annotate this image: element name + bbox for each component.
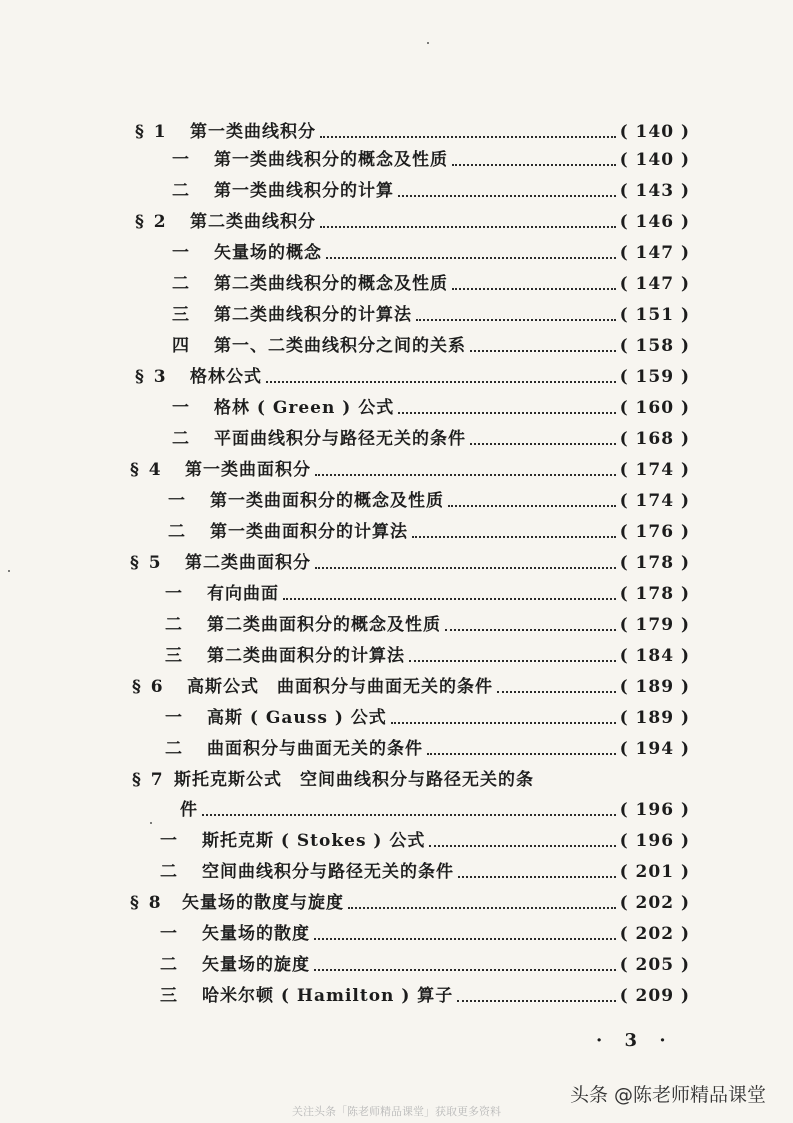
toc-page: ( 174 ): [619, 491, 690, 511]
toc-page: ( 158 ): [619, 336, 690, 356]
dot-leader: [452, 164, 616, 166]
toc-number: 二: [165, 739, 184, 759]
toc-title: 平面曲线积分与路径无关的条件: [214, 429, 466, 449]
toc-title: 第一类曲面积分: [185, 460, 311, 480]
dot-leader: [497, 691, 616, 693]
dot-leader: [314, 938, 616, 940]
toc-page: ( 189 ): [619, 708, 690, 728]
toc-title: 第二类曲线积分: [190, 212, 316, 232]
toc-title: 斯托克斯 ( Stokes ) 公式: [202, 831, 426, 851]
dot-leader: [320, 136, 616, 138]
toc-number: 二: [172, 429, 191, 449]
toc-page: ( 143 ): [619, 181, 690, 201]
toc-title: 件: [180, 800, 198, 820]
toc-entry: [172, 426, 690, 452]
toc-number: § 1: [135, 122, 168, 142]
dot-leader: [398, 412, 615, 414]
toc-number: 一: [160, 924, 179, 944]
toc-entry: [160, 859, 690, 885]
toc-title: 第二类曲线积分的概念及性质: [214, 274, 448, 294]
toc-number: 二: [172, 181, 191, 201]
toc-entry-continuation: [180, 797, 690, 823]
toc-number: § 5: [130, 553, 163, 573]
toc-title: 有向曲面: [207, 584, 279, 604]
toc-title: 空间曲线积分与路径无关的条件: [202, 862, 454, 882]
toc-entry: [165, 612, 690, 638]
toc-page: ( 160 ): [619, 398, 690, 418]
dot-leader: [348, 907, 616, 909]
dot-leader: [398, 195, 616, 197]
toc-number: 一: [165, 708, 184, 728]
toc-title: 矢量场的散度: [202, 924, 310, 944]
toc-title: 第一类曲面积分的计算法: [210, 522, 408, 542]
toc-section-7: [132, 767, 612, 793]
dot-leader: [445, 629, 616, 631]
toc-page: ( 201 ): [619, 862, 690, 882]
toc-entry: [165, 705, 690, 731]
toc-number: 三: [165, 646, 184, 666]
dot-leader: [452, 288, 616, 290]
scan-speck: [427, 42, 429, 44]
toc-title: 第一类曲线积分: [190, 122, 316, 142]
dot-leader: [202, 814, 616, 816]
dot-leader: [412, 536, 616, 538]
toc-number: § 7: [132, 770, 165, 790]
toc-number: 二: [160, 955, 179, 975]
toc-page: ( 202 ): [619, 924, 690, 944]
toc-entry: [172, 178, 690, 204]
toc-page: ( 189 ): [619, 677, 690, 697]
toc-entry: [172, 395, 690, 421]
toc-number: § 4: [130, 460, 163, 480]
toc-page: ( 202 ): [619, 893, 690, 913]
toc-title: 矢量场的散度与旋度: [182, 893, 344, 913]
dot-leader: [326, 257, 616, 259]
toc-title: 高斯公式 曲面积分与曲面无关的条件: [187, 677, 493, 697]
toc-number: 一: [172, 398, 191, 418]
dot-leader: [448, 505, 616, 507]
toc-entry: [172, 240, 690, 266]
dot-leader: [427, 753, 616, 755]
toc-page: ( 140 ): [619, 150, 690, 170]
toc-section-8: [130, 890, 690, 916]
dot-leader: [315, 567, 616, 569]
toc-entry: [165, 643, 690, 669]
toc-section-5: [130, 550, 690, 576]
toc-page: ( 196 ): [619, 831, 690, 851]
toc-entry: [172, 271, 690, 297]
toc-number: 一: [160, 831, 179, 851]
toc-number: 一: [165, 584, 184, 604]
toc-number: 四: [172, 336, 191, 356]
toc-page: ( 178 ): [619, 553, 690, 573]
toc-number: § 3: [135, 367, 168, 387]
dot-leader: [409, 660, 616, 662]
dot-leader: [266, 381, 616, 383]
toc-page: ( 194 ): [619, 739, 690, 759]
toc-section-6: [132, 674, 690, 700]
toc-title: 高斯 ( Gauss ) 公式: [207, 708, 387, 728]
dot-leader: [283, 598, 616, 600]
footer-text: 关注头条「陈老师精品课堂」获取更多资料: [292, 1105, 501, 1118]
toc-title: 第二类曲面积分的概念及性质: [207, 615, 441, 635]
toc-title: 第一类曲面积分的概念及性质: [210, 491, 444, 511]
toc-page: ( 179 ): [619, 615, 690, 635]
toc-entry: [168, 519, 690, 545]
toc-number: 一: [172, 243, 191, 263]
toc-entry: [160, 952, 690, 978]
toc-page: ( 184 ): [619, 646, 690, 666]
toc-title: 格林 ( Green ) 公式: [214, 398, 395, 418]
toc-section-4: [130, 457, 690, 483]
toc-page: ( 196 ): [619, 800, 690, 820]
toc-number: 二: [165, 615, 184, 635]
toc-number: 一: [168, 491, 187, 511]
page-number: · 3 ·: [596, 1030, 674, 1051]
toc-title: 第二类曲面积分的计算法: [207, 646, 405, 666]
toc-page: ( 147 ): [619, 243, 690, 263]
toc-title: 第一、二类曲线积分之间的关系: [214, 336, 466, 356]
toc-page: ( 159 ): [619, 367, 690, 387]
dot-leader: [314, 969, 616, 971]
toc-page: ( 174 ): [619, 460, 690, 480]
toc-entry: [165, 581, 690, 607]
toc-title: 斯托克斯公式 空间曲线积分与路径无关的条: [174, 770, 534, 790]
toc-title: 哈米尔顿 ( Hamilton ) 算子: [202, 986, 454, 1006]
dot-leader: [416, 319, 616, 321]
toc-entry: [172, 147, 690, 173]
toc-section-2: [135, 209, 690, 235]
toc-number: 二: [172, 274, 191, 294]
toc-number: 二: [160, 862, 179, 882]
dot-leader: [457, 1000, 615, 1002]
toc-page: ( 168 ): [619, 429, 690, 449]
toc-page: ( 151 ): [619, 305, 690, 325]
toc-number: § 8: [130, 893, 163, 913]
toc-title: 矢量场的概念: [214, 243, 322, 263]
toc-section-1: [135, 119, 690, 145]
toc-title: 第二类曲面积分: [185, 553, 311, 573]
toc-page: ( 205 ): [619, 955, 690, 975]
toc-entry: [172, 302, 690, 328]
toc-entry: [172, 333, 690, 359]
toc-page: ( 146 ): [619, 212, 690, 232]
toc-title: 第一类曲线积分的概念及性质: [214, 150, 448, 170]
toc-number: § 6: [132, 677, 165, 697]
toc-title: 曲面积分与曲面无关的条件: [207, 739, 423, 759]
toc-number: 二: [168, 522, 187, 542]
toc-page: ( 176 ): [619, 522, 690, 542]
dot-leader: [470, 350, 616, 352]
toc-page: ( 147 ): [619, 274, 690, 294]
toc-entry: [160, 828, 690, 854]
toc-title: 第二类曲线积分的计算法: [214, 305, 412, 325]
toc-number: 三: [160, 986, 179, 1006]
dot-leader: [315, 474, 616, 476]
toc-number: § 2: [135, 212, 168, 232]
dot-leader: [458, 876, 616, 878]
toc-page: ( 209 ): [619, 986, 690, 1006]
dot-leader: [391, 722, 616, 724]
watermark-text: 头条 @陈老师精品课堂: [570, 1084, 767, 1106]
toc-entry: [160, 921, 690, 947]
toc-title: 矢量场的旋度: [202, 955, 310, 975]
toc-page: ( 140 ): [619, 122, 690, 142]
toc-number: 三: [172, 305, 191, 325]
scan-speck: [150, 822, 152, 824]
toc-entry: [165, 736, 690, 762]
dot-leader: [320, 226, 616, 228]
toc-entry: [168, 488, 690, 514]
dot-leader: [429, 845, 615, 847]
toc-entry: [160, 983, 690, 1009]
toc-title: 第一类曲线积分的计算: [214, 181, 394, 201]
toc-number: 一: [172, 150, 191, 170]
dot-leader: [470, 443, 616, 445]
scan-speck: [8, 570, 10, 572]
toc-page: ( 178 ): [619, 584, 690, 604]
toc-title: 格林公式: [190, 367, 262, 387]
toc-section-3: [135, 364, 690, 390]
